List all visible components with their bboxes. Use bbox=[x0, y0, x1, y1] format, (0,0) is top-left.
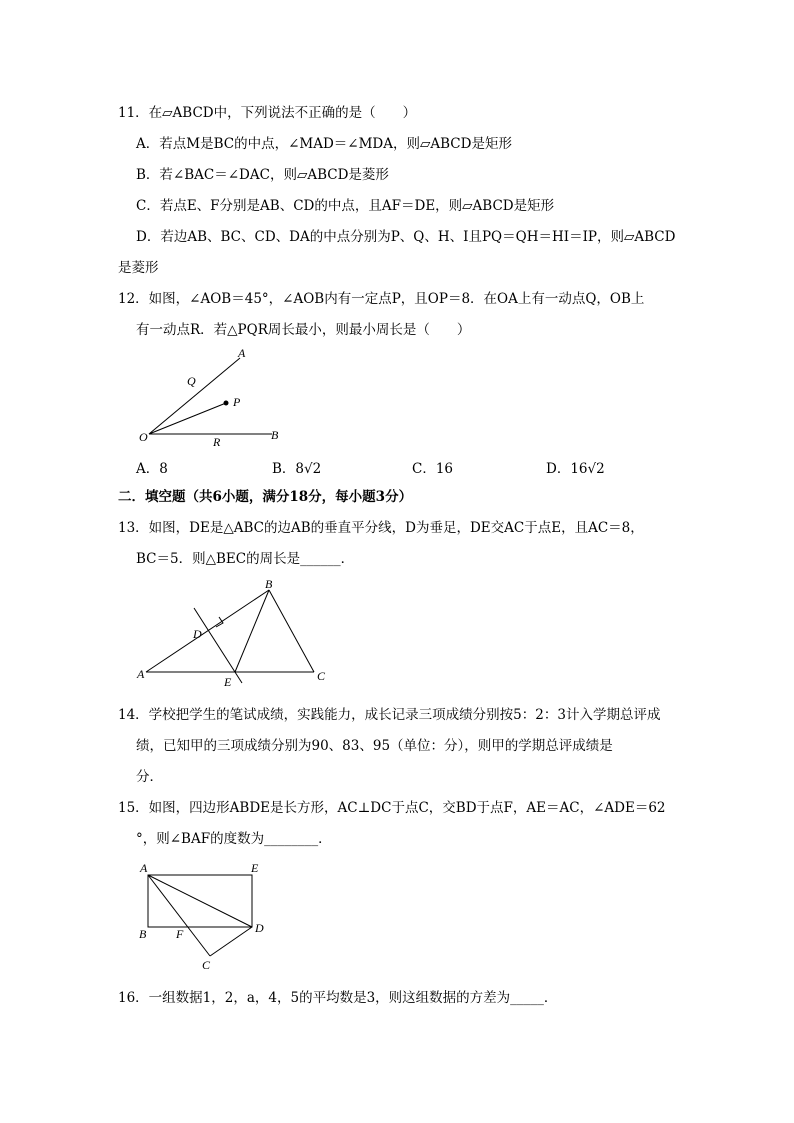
q12-label-q: Q bbox=[187, 374, 196, 388]
q12-label-a: A bbox=[238, 346, 246, 360]
q13-stem-line1: 13．如图，DE是△ABC的边AB的垂直平分线，D为垂足，DE交AC于点E，且AC＝8， bbox=[118, 520, 644, 536]
q12-label-r: R bbox=[213, 435, 221, 449]
q13-label-e: E bbox=[224, 675, 232, 689]
q15-label-c: C bbox=[202, 958, 211, 972]
section-heading: 二．填空题（共6小题，满分18分，每小题3分） bbox=[118, 489, 413, 505]
q12-label-p: P bbox=[233, 395, 241, 409]
q15-stem-line1: 15．如图，四边形ABDE是长方形，AC⊥DC于点C，交BD于点F，AE＝AC，∠ADE＝62 bbox=[118, 800, 666, 816]
q11-option-d-cont: 是菱形 bbox=[118, 260, 159, 276]
q14-stem-line2: 绩，已知甲的三项成绩分别为90、83、95（单位：分），则甲的学期总评成绩是 bbox=[136, 738, 613, 754]
q12-option-b: B．8√2 bbox=[272, 461, 322, 477]
q12-stem-line2: 有一动点R．若△PQR周长最小，则最小周长是（ ） bbox=[136, 322, 471, 338]
q15-label-d: D bbox=[255, 921, 264, 935]
q11-option-a: A．若点M是BC的中点，∠MAD＝∠MDA，则▱ABCD是矩形 bbox=[136, 136, 512, 152]
q12-label-b: B bbox=[271, 428, 279, 442]
q13-label-c: C bbox=[317, 669, 326, 683]
q15-stem-line2: °，则∠BAF的度数为________． bbox=[136, 831, 332, 847]
q15-label-b: B bbox=[139, 927, 147, 941]
q15-label-a: A bbox=[140, 861, 148, 875]
q13-label-a: A bbox=[137, 667, 145, 681]
q12-stem-line1: 12．如图，∠AOB＝45°，∠AOB内有一定点P，且OP＝8．在OA上有一动点Q，OB上 bbox=[118, 291, 645, 307]
q14-stem-line3: 分． bbox=[136, 769, 163, 785]
q12-label-o: O bbox=[139, 430, 148, 444]
q15-label-f: F bbox=[176, 927, 184, 941]
q11-option-c: C．若点E、F分别是AB、CD的中点，且AF＝DE，则▱ABCD是矩形 bbox=[136, 198, 555, 214]
q11-stem: 11．在▱ABCD中，下列说法不正确的是（ ） bbox=[118, 105, 417, 121]
q12-option-c: C．16 bbox=[412, 461, 454, 477]
q13-figure bbox=[134, 578, 334, 690]
q13-label-b: B bbox=[265, 578, 273, 591]
q15-figure bbox=[134, 858, 274, 974]
q15-label-e: E bbox=[251, 861, 259, 875]
q16-stem: 16．一组数据1，2，a，4，5的平均数是3，则这组数据的方差为_____． bbox=[118, 990, 558, 1006]
q12-option-d: D．16√2 bbox=[546, 461, 605, 477]
q12-option-a: A．8 bbox=[136, 461, 168, 477]
q13-label-d: D bbox=[193, 627, 202, 641]
q11-option-d: D．若边AB、BC、CD、DA的中点分别为P、Q、H、I且PQ＝QH＝HI＝IP，则▱ABCD bbox=[136, 229, 676, 245]
q14-stem-line1: 14．学校把学生的笔试成绩，实践能力，成长记录三项成绩分别按5：2：3计入学期总评成 bbox=[118, 707, 661, 723]
q11-option-b: B．若∠BAC＝∠DAC，则▱ABCD是菱形 bbox=[136, 167, 389, 183]
q13-stem-line2: BC＝5．则△BEC的周长是______． bbox=[136, 551, 355, 567]
q12-figure bbox=[132, 344, 292, 450]
